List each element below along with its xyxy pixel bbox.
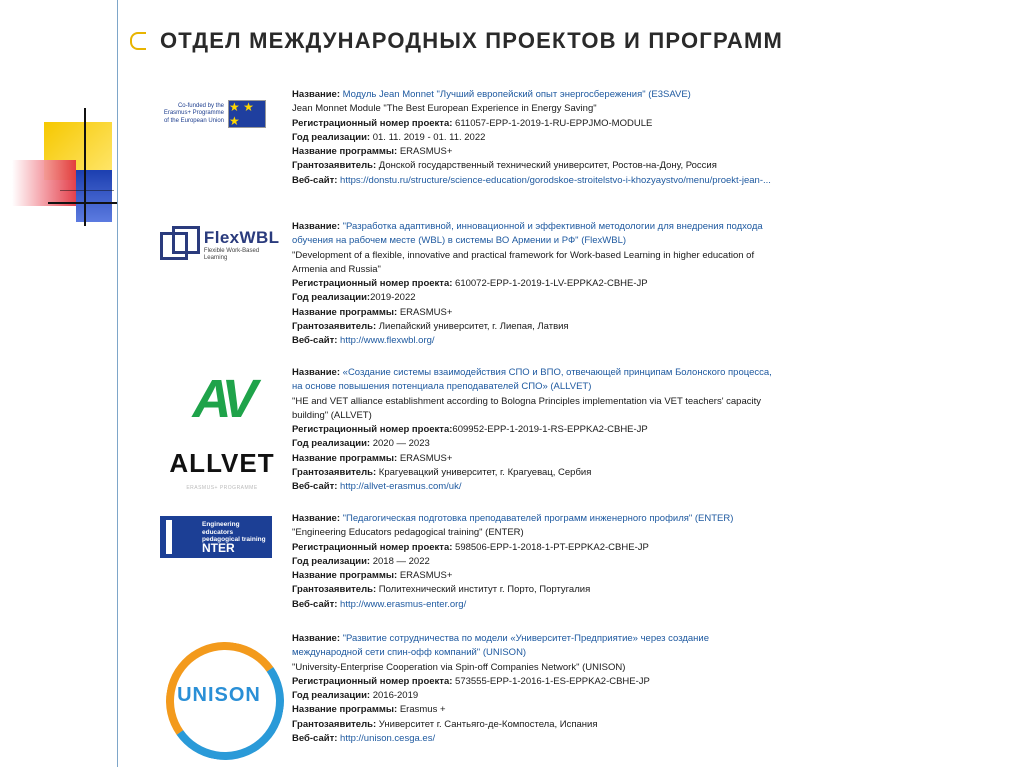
label-website: Веб-сайт: bbox=[292, 733, 338, 745]
project-name-en: "Engineering Educators pedagogical training" (ENTER) bbox=[292, 527, 524, 539]
blue-square bbox=[76, 170, 112, 222]
grantee-value: Университет г. Сантьяго-де-Компостела, Испания bbox=[376, 718, 598, 730]
label-grantee: Грантозаявитель: bbox=[292, 467, 377, 479]
label-grantee: Грантозаявитель: bbox=[292, 160, 377, 172]
grantee-value: Лиепайский университет, г. Лиепая, Латвия bbox=[376, 321, 569, 333]
erasmus-logo bbox=[160, 88, 284, 128]
label-year: Год реализации: bbox=[292, 690, 371, 702]
label-name: Название: bbox=[292, 89, 341, 100]
label-name: Название: bbox=[292, 633, 341, 644]
project-name-link[interactable]: Модуль Jean Monnet "Лучший европейский опыт энергосбережения" (E3SAVE) bbox=[342, 89, 691, 100]
year-value: 01. 11. 2019 - 01. 11. 2022 bbox=[370, 131, 486, 143]
project-name-en: "University-Enterprise Cooperation via Spin-off Companies Network" (UNISON) bbox=[292, 661, 626, 673]
enter-letter-e-icon bbox=[166, 520, 200, 554]
allvet-mark-icon: AV bbox=[192, 369, 252, 429]
year-value: 2016-2019 bbox=[370, 690, 419, 702]
project-info bbox=[292, 512, 772, 612]
red-square bbox=[12, 160, 76, 206]
program-value: ERASMUS+ bbox=[397, 452, 453, 464]
label-program: Название программы: bbox=[292, 570, 398, 582]
year-value: 2019-2022 bbox=[370, 292, 416, 304]
allvet-logo bbox=[160, 366, 284, 491]
label-reg: Регистрационный номер проекта: bbox=[292, 541, 453, 553]
program-value: ERASMUS+ bbox=[397, 570, 453, 582]
flexwbl-mark-icon bbox=[160, 226, 198, 264]
reg-number: 573555-EPP-1-2016-1-ES-EPPKA2-CBHE-JP bbox=[452, 675, 650, 687]
label-reg: Регистрационный номер проекта: bbox=[292, 117, 453, 129]
unison-logo-word: UNISON bbox=[177, 684, 261, 706]
unison-logo bbox=[160, 636, 284, 754]
label-website: Веб-сайт: bbox=[292, 598, 338, 610]
project-info bbox=[292, 366, 772, 495]
divider-line bbox=[117, 0, 118, 767]
page-title: ОТДЕЛ МЕЖДУНАРОДНЫХ ПРОЕКТОВ И ПРОГРАММ bbox=[160, 28, 784, 53]
label-reg: Регистрационный номер проекта: bbox=[292, 675, 453, 687]
decorative-squares bbox=[0, 0, 130, 240]
label-program: Название программы: bbox=[292, 452, 398, 464]
project-name-link[interactable]: "Педагогическая подготовка преподавателей программ инженерного профиля" (ENTER) bbox=[342, 513, 734, 524]
flexwbl-logo-sub: Flexible Work-Based Learning bbox=[203, 248, 260, 261]
program-value: ERASMUS+ bbox=[397, 306, 453, 318]
allvet-logo-name: ALLVET bbox=[169, 448, 275, 478]
label-name: Название: bbox=[292, 513, 341, 524]
year-value: 2018 — 2022 bbox=[370, 555, 430, 567]
label-name: Название: bbox=[292, 221, 341, 232]
website-link[interactable]: http://unison.cesga.es/ bbox=[340, 733, 436, 745]
project-name-en: "HE and VET alliance establishment according to Bologna Principles implementation via VET teachers' capacity building" (ALLVET) bbox=[292, 395, 761, 421]
label-grantee: Грантозаявитель: bbox=[292, 584, 377, 596]
website-link[interactable]: https://donstu.ru/structure/science-education/gorodskoe-stroitelstvo-i-khozyaystvo/menu/proekt-jean-... bbox=[340, 174, 771, 186]
year-value: 2020 — 2023 bbox=[370, 438, 430, 450]
program-value: ERASMUS+ bbox=[397, 146, 453, 158]
title-row bbox=[130, 28, 783, 54]
label-program: Название программы: bbox=[292, 306, 398, 318]
reg-number: 598506-EPP-1-2018-1-PT-EPPKA2-CBHE-JP bbox=[452, 541, 649, 553]
flexwbl-logo bbox=[160, 220, 284, 264]
chevron-bullet-icon bbox=[130, 32, 146, 50]
enter-logo-text: Engineering educators pedagogical training bbox=[202, 521, 266, 543]
grantee-value: Крагуевацкий университет, г. Крагуевац, Сербия bbox=[376, 467, 592, 479]
project-info bbox=[292, 88, 772, 188]
project-name-link[interactable]: "Разработка адаптивной, инновационной и эффективной методологии для внедрения подхода обучения на рабочем месте (WBL) в системы ВО Армении и РФ" (FlexWBL) bbox=[292, 221, 763, 247]
label-grantee: Грантозаявитель: bbox=[292, 321, 377, 333]
vertical-stroke bbox=[84, 108, 86, 226]
eu-flag-icon: ★ ★ ★ bbox=[228, 100, 266, 128]
project-name-link[interactable]: "Развитие сотрудничества по модели «Университет-Предприятие» через создание международной сети спин-офф компаний" (UNISON) bbox=[292, 633, 710, 659]
label-year: Год реализации: bbox=[292, 438, 371, 450]
reg-number: 609952-EPP-1-2019-1-RS-EPPKA2-CBHE-JP bbox=[452, 424, 648, 436]
program-value: Erasmus + bbox=[397, 704, 446, 716]
website-link[interactable]: http://www.flexwbl.org/ bbox=[340, 335, 435, 347]
grantee-value: Донской государственный технический университет, Ростов-на-Дону, Россия bbox=[376, 160, 717, 172]
flexwbl-logo-name: FlexWBL bbox=[203, 228, 280, 247]
project-name-link[interactable]: «Создание системы взаимодействия СПО и ВПО, отвечающей принципам Болонского процесса, на основе повышения потенциала преподавателей СПО» (ALLVET) bbox=[292, 367, 772, 393]
website-link[interactable]: http://www.erasmus-enter.org/ bbox=[340, 598, 467, 610]
allvet-logo-sub: ERASMUS+ PROGRAMME bbox=[186, 485, 258, 491]
grantee-value: Политехнический институт г. Порто, Португалия bbox=[376, 584, 591, 596]
enter-logo bbox=[160, 512, 284, 558]
label-year: Год реализации: bbox=[292, 292, 371, 304]
enter-logo-word: NTER bbox=[202, 541, 235, 555]
reg-number: 610072-EPP-1-2019-1-LV-EPPKA2-CBHE-JP bbox=[452, 278, 648, 290]
label-name: Название: bbox=[292, 367, 341, 378]
label-program: Название программы: bbox=[292, 146, 398, 158]
horizontal-stroke bbox=[48, 202, 118, 204]
label-reg: Регистрационный номер проекта: bbox=[292, 424, 453, 436]
horizontal-stroke-thin bbox=[60, 190, 114, 191]
label-website: Веб-сайт: bbox=[292, 335, 338, 347]
label-year: Год реализации: bbox=[292, 131, 371, 143]
project-name-en: Jean Monnet Module "The Best European Experience in Energy Saving" bbox=[292, 103, 597, 115]
erasmus-logo-text: Co-funded by the Erasmus+ Programme of the European Union bbox=[163, 102, 224, 124]
project-info bbox=[292, 220, 772, 349]
website-link[interactable]: http://allvet-erasmus.com/uk/ bbox=[340, 481, 462, 493]
label-year: Год реализации: bbox=[292, 555, 371, 567]
project-info bbox=[292, 632, 772, 746]
label-website: Веб-сайт: bbox=[292, 481, 338, 493]
project-name-en: "Development of a flexible, innovative and practical framework for Work-based Learning in higher education of Armenia and Russia" bbox=[292, 249, 755, 275]
label-reg: Регистрационный номер проекта: bbox=[292, 278, 453, 290]
label-grantee: Грантозаявитель: bbox=[292, 718, 377, 730]
label-program: Название программы: bbox=[292, 704, 398, 716]
label-website: Веб-сайт: bbox=[292, 174, 338, 186]
reg-number: 611057-EPP-1-2019-1-RU-EPPJMO-MODULE bbox=[452, 117, 653, 129]
